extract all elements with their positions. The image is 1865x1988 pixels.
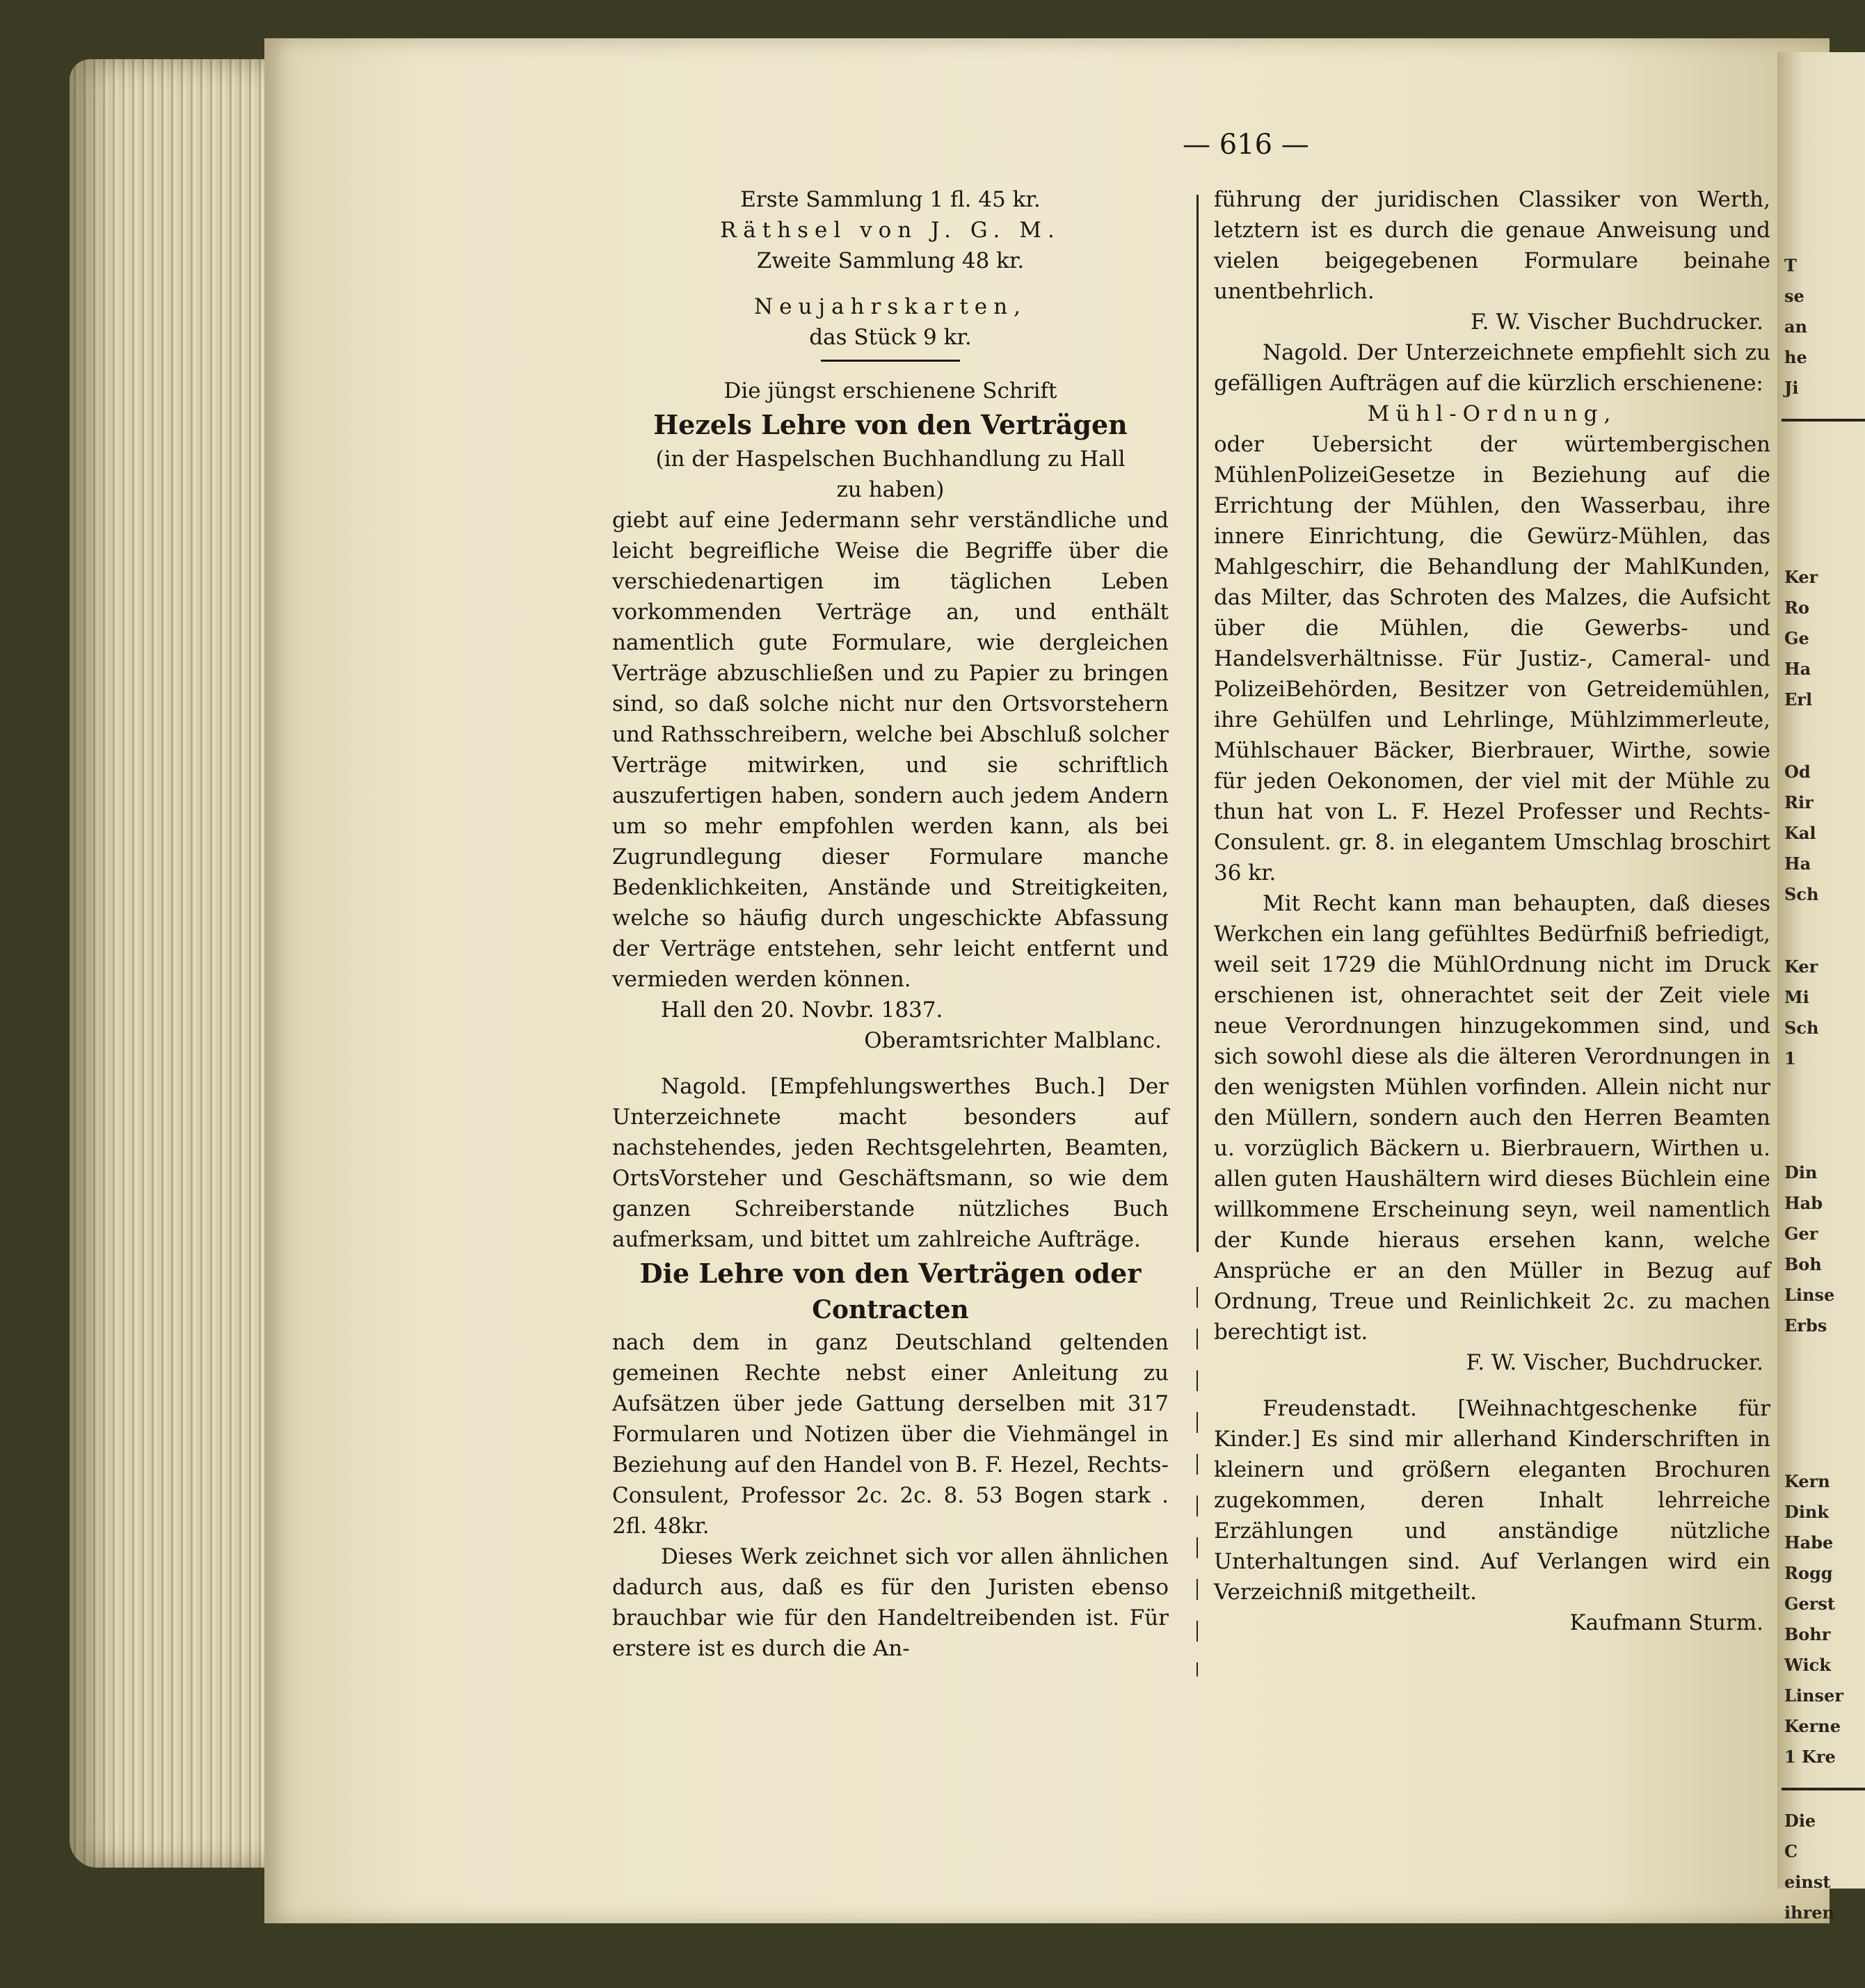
fragment-group-5 bbox=[1777, 1806, 1865, 1928]
fragment-group-2 bbox=[1777, 562, 1865, 1074]
fragment-text: Sch bbox=[1784, 884, 1819, 904]
spacer bbox=[1214, 1378, 1770, 1393]
fragment-rule-2 bbox=[1782, 1788, 1865, 1790]
fragment-text: Din bbox=[1784, 1162, 1818, 1183]
text-line: Erste Sammlung 1 fl. 45 kr. bbox=[740, 187, 1041, 212]
text-line: Nagold. [Empfehlungswerthes Buch.] Der Unterzeichnete macht besonders auf nachstehendes, jeden Rechtsgelehrten, Beamten, OrtsVorsteher und Geschäftsmann, so wie dem ganzen Schreiberstande nützliches Buch aufmerksam, und bittet um zahlreiche Aufträge. bbox=[612, 1074, 1169, 1252]
left-column bbox=[612, 184, 1169, 1664]
fragment-text: Ro bbox=[1784, 598, 1809, 618]
fragment-text: ihren bbox=[1784, 1902, 1834, 1923]
text-line: Die Lehre von den Verträgen oder bbox=[639, 1258, 1142, 1289]
text-line: Freudenstadt. [Weihnachtgeschenke für Kinder.] Es sind mir allerhand Kinderschriften in kleinern und größern eleganten Brochuren zugekommen, deren Inhalt lehrreiche Erzählungen und anständige nützliche Unterhaltungen sind. Auf Verlangen wird ein Verzeichniß mitgetheilt. bbox=[1214, 1396, 1770, 1605]
fragment-text: Erbs bbox=[1784, 1315, 1827, 1336]
column-divider-dotted bbox=[1196, 1287, 1198, 1676]
fragment-text: Ha bbox=[1784, 659, 1811, 679]
fragment-group-1 bbox=[1777, 250, 1865, 403]
text-line: Dieses Werk zeichnet sich vor allen ähnlichen dadurch aus, daß es für den Juristen ebenso brauchbar wie für den Handeltreibenden ist. Für erstere ist es durch die An- bbox=[612, 1544, 1169, 1661]
text-line: Contracten bbox=[812, 1295, 969, 1324]
fragment-text: Ha bbox=[1784, 853, 1811, 874]
text-line: Hall den 20. Novbr. 1837. bbox=[661, 997, 943, 1023]
text-line: Kaufmann Sturm. bbox=[1569, 1610, 1763, 1635]
fragment-text: einst bbox=[1784, 1872, 1831, 1892]
page-number: — 616 — bbox=[1183, 129, 1309, 161]
fragment-text: se bbox=[1784, 286, 1804, 306]
fragment-text: an bbox=[1784, 316, 1807, 337]
fragment-text: Bohr bbox=[1784, 1624, 1831, 1644]
text-line: Mit Recht kann man behaupten, daß dieses Werkchen ein lang gefühltes Bedürfniß befriedigt, weil seit 1729 die MühlOrdnung nicht im Druck erschienen ist, ohnerachtet seit der Zeit viele neue Verordnungen hinzugekommen sind, und sich sowohl diese als die älteren Verordnungen in den wenigsten Mühlen vorfinden. Allein nicht nur den Müllern, sondern auch den Herren Beamten u. vorzüglich Bäckern u. Bierbrauern, Wirthen u. allen guten Haushältern wird dieses Büchlein eine willkommene Erscheinung seyn, weil namentlich der Kunde hieraus ersehen kann, welche Ansprüche er an den Müller in Bezug auf Ordnung, Treue und Reinlichkeit 2c. zu machen berechtigt ist. bbox=[1214, 891, 1770, 1345]
adjacent-page-fragment bbox=[1777, 52, 1865, 1923]
text-line: oder Uebersicht der würtembergischen MühlenPolizeiGesetze in Beziehung auf die Errichtung der Mühlen, den Wasserbau, ihre innere Einrichtung, die Gewürz-Mühlen, das Mahlgeschirr, die Behandlung der MahlKunden, das Milter, das Schroten des Malzes, die Aufsicht über die Mühlen, die Gewerbs- und Handelsverhältnisse. Für Justiz-, Cameral- und PolizeiBehörden, Besitzer von Getreidemühlen, ihre Gehülfen und Lehrlinge, Mühlzimmerleute, Mühlschauer Bäcker, Bierbrauer, Wirthe, sowie für jeden Oekonomen, der viel mit der Mühle zu thun hat von L. F. Hezel Professer und Rechts-Consulent. gr. 8. in elegantem Umschlag broschirt 36 kr. bbox=[1214, 432, 1770, 885]
text-line: führung der juridischen Classiker von Werth, letztern ist es durch die genaue Anweisung und vielen beigegebenen Formulare beinahe unentbehrlich. bbox=[1214, 187, 1770, 304]
text-line: Zweite Sammlung 48 kr. bbox=[756, 248, 1025, 273]
fragment-text: Dink bbox=[1784, 1502, 1830, 1522]
fragment-text: Rir bbox=[1784, 792, 1814, 812]
spacer bbox=[612, 1056, 1169, 1071]
fragment-text: Linse bbox=[1784, 1285, 1835, 1305]
text-line: giebt auf eine Jedermann sehr verständliche und leicht begreifliche Weise die Begriffe über die verschiedenartigen im täglichen Leben vorkommenden Verträge an, und enthält namentlich gute Formulare, wie dergleichen Verträge abzuschließen und zu Papier zu bringen sind, so daß solche nicht nur den Ortsvorstehern und Rathsschreibern, welche bei Abschluß solcher Verträge mitwirken, und sie schriftlich auszufertigen haben, sondern auch jedem Andern um so mehr empfohlen werden kann, als bei Zugrundlegung dieser Formulare manche Bedenklichkeiten, Anstände und Streitigkeiten, welche so häufig durch ungeschickte Abfassung der Verträge entstehen, sehr leicht entfernt und vermieden werden können. bbox=[612, 508, 1169, 992]
spacer bbox=[612, 276, 1169, 291]
fragment-text: Boh bbox=[1784, 1254, 1822, 1274]
column-divider bbox=[1196, 195, 1199, 1252]
fragment-text: Ker bbox=[1784, 567, 1818, 587]
text-line: Räthsel von J. G. M. bbox=[720, 218, 1061, 243]
fragment-text: Erl bbox=[1784, 689, 1813, 710]
text-line: zu haben) bbox=[836, 477, 945, 502]
fragment-text: Ker bbox=[1784, 956, 1818, 977]
fragment-text: Kern bbox=[1784, 1471, 1830, 1491]
fragment-text: 1 bbox=[1784, 1048, 1796, 1068]
fragment-text: Gerst bbox=[1784, 1594, 1836, 1614]
text-line: das Stück 9 kr. bbox=[809, 325, 972, 350]
text-line: Neujahrskarten, bbox=[754, 294, 1027, 319]
fragment-text: Kal bbox=[1784, 823, 1816, 843]
fragment-text: T bbox=[1784, 255, 1797, 275]
fragment-text: Ger bbox=[1784, 1224, 1818, 1244]
fragment-text: Mi bbox=[1784, 987, 1809, 1007]
text-line: (in der Haspelschen Buchhandlung zu Hall bbox=[655, 447, 1126, 472]
fragment-text: Hab bbox=[1784, 1193, 1823, 1213]
fragment-group-3 bbox=[1777, 1157, 1865, 1341]
fragment-text: Ji bbox=[1784, 378, 1799, 398]
fragment-group-4 bbox=[1777, 1466, 1865, 1772]
section-rule bbox=[821, 360, 960, 362]
fragment-text bbox=[1777, 715, 1865, 757]
book-page-edges bbox=[70, 59, 278, 1868]
fragment-text: C bbox=[1784, 1841, 1798, 1861]
fragment-text: Wick bbox=[1784, 1655, 1831, 1675]
fragment-text: Sch bbox=[1784, 1018, 1819, 1038]
fragment-text: Rogg bbox=[1784, 1563, 1833, 1583]
fragment-text: Habe bbox=[1784, 1532, 1834, 1553]
text-line: Hezels Lehre von den Verträgen bbox=[653, 409, 1128, 440]
fragment-text: Linser bbox=[1784, 1685, 1843, 1706]
fragment-text: Od bbox=[1784, 762, 1811, 782]
text-line: F. W. Vischer Buchdrucker. bbox=[1470, 310, 1763, 335]
fragment-rule bbox=[1782, 419, 1865, 422]
text-line: Oberamtsrichter Malblanc. bbox=[864, 1028, 1162, 1053]
right-column bbox=[1214, 184, 1770, 1638]
fragment-text: 1 Kre bbox=[1784, 1747, 1836, 1767]
text-line: Mühl-Ordnung, bbox=[1367, 401, 1617, 426]
fragment-text: he bbox=[1784, 347, 1807, 367]
fragment-text: Ge bbox=[1784, 628, 1809, 648]
fragment-text: Kerne bbox=[1784, 1716, 1841, 1736]
text-line: F. W. Vischer, Buchdrucker. bbox=[1466, 1350, 1763, 1375]
text-line: Die jüngst erschienene Schrift bbox=[723, 378, 1057, 403]
fragment-text: Die bbox=[1784, 1811, 1816, 1831]
text-line: Nagold. Der Unterzeichnete empfiehlt sich zu gefälligen Aufträgen auf die kürzlich erschienene: bbox=[1214, 340, 1770, 396]
fragment-text bbox=[1777, 910, 1865, 952]
text-line: nach dem in ganz Deutschland geltenden gemeinen Rechte nebst einer Anleitung zu Aufsätzen über jede Gattung derselben mit 317 Formularen und Notizen über die Viehmängel in Beziehung auf den Handel von B. F. Hezel, Rechts-Consulent, Professor 2c. 2c. 8. 53 Bogen stark . 2fl. 48kr. bbox=[612, 1330, 1169, 1539]
